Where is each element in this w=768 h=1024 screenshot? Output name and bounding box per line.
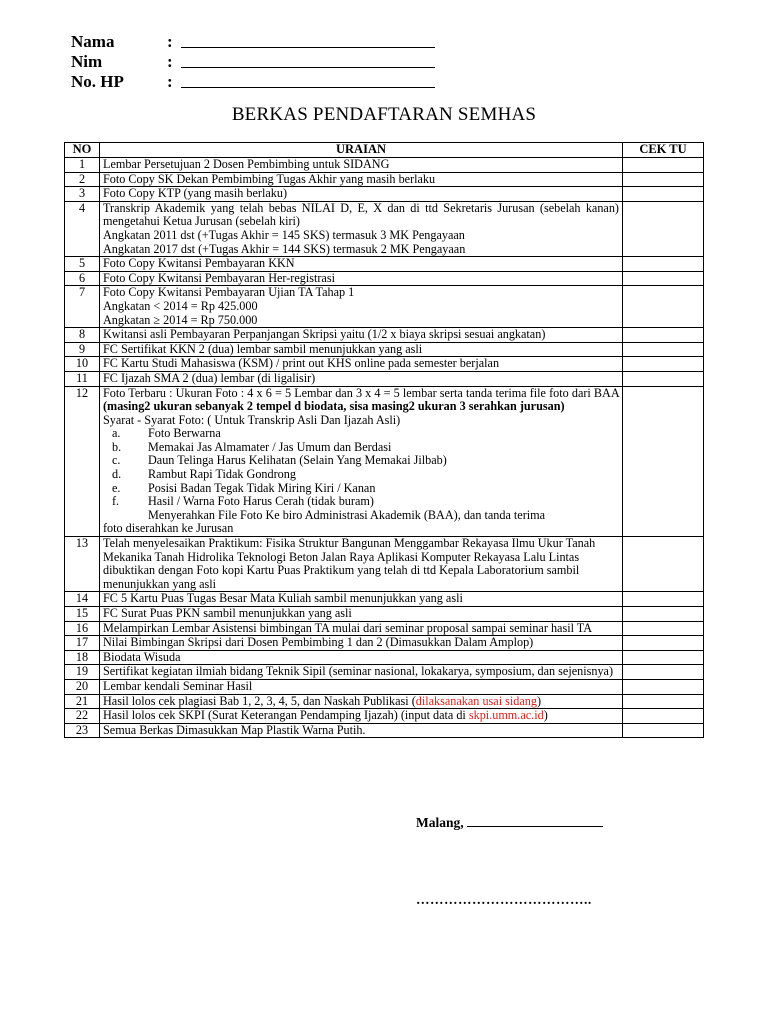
- row-description: [100, 679, 623, 694]
- item-text: Hasil / Warna Foto Harus Cerah (tidak buram): [148, 494, 374, 509]
- description-line: Angkatan ≥ 2014 = Rp 750.000: [103, 312, 258, 327]
- name-blank-line[interactable]: [181, 32, 435, 48]
- row-description: [100, 694, 623, 709]
- cek-tu-cell[interactable]: [623, 286, 704, 328]
- document-title: BERKAS PENDAFTARAN SEMHAS: [231, 104, 537, 125]
- row-number: 7: [65, 286, 100, 328]
- nim-blank-line[interactable]: [181, 52, 435, 68]
- description-line: Foto Copy Kwitansi Pembayaran KKN: [103, 256, 295, 271]
- description-line: Sertifikat kegiatan ilmiah bidang Teknik Sipil (seminar nasional, lokakarya, symposium, dan sejenisnya): [103, 664, 614, 679]
- cek-tu-cell[interactable]: [623, 158, 704, 173]
- table-row: [65, 286, 704, 328]
- table-row: [65, 187, 704, 202]
- photo-requirement-item: [103, 454, 619, 468]
- row-description: [100, 665, 623, 680]
- row-number: 4: [65, 201, 100, 256]
- table-body-final: [65, 694, 704, 738]
- row-description: [100, 386, 623, 537]
- description-line: Biodata Wisuda: [103, 649, 181, 664]
- photo-requirement-item: [103, 482, 619, 496]
- description-line: FC Sertifikat KKN 2 (dua) lembar sambil menunjukkan yang asli: [103, 341, 423, 356]
- table-row: [65, 328, 704, 343]
- row-description: [100, 158, 623, 173]
- table-row: [65, 607, 704, 622]
- row-description: [100, 371, 623, 386]
- colon: :: [167, 72, 173, 91]
- row-description: [100, 271, 623, 286]
- cek-tu-cell[interactable]: [623, 694, 704, 709]
- photo-intro-bold-text: (masing2 ukuran sebanyak 2 tempel d biodata, sisa masing2 ukuran 3 serahkan jurusan): [103, 399, 565, 414]
- row-number: 1: [65, 158, 100, 173]
- photo-requirement-item: [103, 495, 619, 509]
- cek-tu-cell[interactable]: [623, 357, 704, 372]
- description-line: FC Ijazah SMA 2 (dua) lembar (di ligalisir): [103, 370, 316, 385]
- table-row: [65, 679, 704, 694]
- date-blank-line[interactable]: [467, 814, 603, 827]
- row-number: 21: [65, 694, 100, 709]
- row-description: [100, 592, 623, 607]
- cek-tu-cell[interactable]: [623, 271, 704, 286]
- city-label: Malang,: [416, 815, 468, 830]
- cek-tu-cell[interactable]: [623, 709, 704, 724]
- row-number: 10: [65, 357, 100, 372]
- row-description: [100, 650, 623, 665]
- row-description: [100, 187, 623, 202]
- row-description: [100, 201, 623, 256]
- phone-field[interactable]: [71, 72, 435, 92]
- table-row: [65, 694, 704, 709]
- row-number: 13: [65, 537, 100, 592]
- table-row: [65, 621, 704, 636]
- row-number: 23: [65, 723, 100, 738]
- cek-tu-cell[interactable]: [623, 342, 704, 357]
- photo-requirement-item: [103, 468, 619, 482]
- description-line: FC Surat Puas PKN sambil menunjukkan yang asli: [103, 606, 352, 620]
- table-body-b: [65, 592, 704, 694]
- row-number: 8: [65, 328, 100, 343]
- item-letter: d.: [112, 467, 122, 482]
- row-number: 11: [65, 371, 100, 386]
- table-row: [65, 342, 704, 357]
- phone-label: No. HP: [71, 72, 124, 91]
- row-description: [100, 286, 623, 328]
- table-header-row: [65, 143, 704, 158]
- column-header-uraian: URAIAN: [100, 143, 623, 158]
- table-row: [65, 709, 704, 724]
- description-line: Angkatan < 2014 = Rp 425.000: [103, 298, 258, 313]
- cek-tu-cell[interactable]: [623, 257, 704, 272]
- cek-tu-cell[interactable]: [623, 371, 704, 386]
- row22-text: Hasil lolos cek SKPI (Surat Keterangan Pendamping Ijazah) (input data di: [103, 708, 469, 723]
- name-label: Nama: [71, 32, 115, 51]
- description-line: FC Kartu Studi Mahasiswa (KSM) / print out KHS online pada semester berjalan: [103, 356, 500, 371]
- table-row: [65, 371, 704, 386]
- row-number: 22: [65, 709, 100, 724]
- table-body-a: [65, 158, 704, 387]
- cek-tu-cell[interactable]: [623, 607, 704, 622]
- cek-tu-cell[interactable]: [623, 328, 704, 343]
- photo-item-list: [103, 427, 619, 509]
- row21-text: Hasil lolos cek plagiasi Bab 1, 2, 3, 4, 5, dan Naskah Publikasi (: [103, 693, 416, 708]
- table-row: [65, 257, 704, 272]
- photo-syarat: Syarat - Syarat Foto: ( Untuk Transkrip Asli Dan Ijazah Asli): [103, 412, 401, 427]
- table-row: [65, 357, 704, 372]
- cek-tu-cell[interactable]: [623, 621, 704, 636]
- column-header-no: NO: [65, 143, 100, 158]
- row-description: [100, 357, 623, 372]
- row-description: Semua Berkas Dimasukkan Map Plastik Warna Putih.: [100, 723, 623, 738]
- photo-closing-indent: Menyerahkan File Foto Ke biro Administrasi Akademik (BAA), dan tanda terima: [148, 507, 546, 522]
- item-letter: b.: [112, 439, 122, 454]
- description-line: FC 5 Kartu Puas Tugas Besar Mata Kuliah sambil menunjukkan yang asli: [103, 591, 463, 606]
- cek-tu-cell[interactable]: [623, 537, 704, 592]
- description-line: Foto Copy Kwitansi Pembayaran Her-registrasi: [103, 270, 335, 285]
- cek-tu-cell[interactable]: [623, 636, 704, 651]
- item-text: Posisi Badan Tegak Tidak Miring Kiri / Kanan: [148, 480, 376, 495]
- item-letter: f.: [112, 494, 120, 509]
- table-row: [65, 665, 704, 680]
- row-number: 6: [65, 271, 100, 286]
- item-letter: a.: [112, 426, 121, 441]
- description-line: Angkatan 2017 dst (+Tugas Akhir = 144 SKS) termasuk 2 MK Pengayaan: [103, 241, 466, 256]
- nim-label: Nim: [71, 52, 103, 71]
- table-row: [65, 537, 704, 592]
- cek-tu-cell[interactable]: [623, 187, 704, 202]
- row-description: [100, 607, 623, 622]
- description-line: Transkrip Akademik yang telah bebas NILAI D, E, X dan di ttd Sekretaris Jurusan (sebelah kanan) mengetahui Ketua Jurusan (sebelah kiri): [103, 200, 619, 229]
- cek-tu-cell[interactable]: [623, 679, 704, 694]
- phone-blank-line[interactable]: [181, 72, 435, 88]
- row21-red-note: dilaksanakan usai sidang: [415, 693, 537, 708]
- item-text: Foto Berwarna: [148, 426, 221, 441]
- row-number: 17: [65, 636, 100, 651]
- cek-tu-cell[interactable]: [623, 650, 704, 665]
- photo-requirement-item: [103, 441, 619, 455]
- row-number: 9: [65, 342, 100, 357]
- photo-requirement-intro: [103, 387, 619, 414]
- table-row: [65, 592, 704, 607]
- cek-tu-cell[interactable]: [623, 201, 704, 256]
- row-description: [100, 328, 623, 343]
- row-description: Telah menyelesaikan Praktikum: Fisika Struktur Bangunan Menggambar Rekayasa Ilmu Ukur Tanah Mekanika Tanah Hidrolika Teknologi Beton Jalan Raya Aplikasi Komputer Rekayasa Lalu Lintas dibuktikan dengan Foto kopi Kartu Puas Praktikum yang telah di ttd Kepala Laboratorium sambil menunjukkan yang asli: [100, 537, 623, 592]
- cek-tu-cell[interactable]: [623, 172, 704, 187]
- nim-field[interactable]: [71, 52, 435, 72]
- description-line: Foto Copy Kwitansi Pembayaran Ujian TA Tahap 1: [103, 285, 355, 300]
- item-letter: c.: [112, 453, 121, 468]
- row-number: 16: [65, 621, 100, 636]
- row22-close: ): [543, 708, 548, 723]
- row21-close: ): [536, 693, 542, 708]
- cek-tu-cell[interactable]: [623, 665, 704, 680]
- description-line: Nilai Bimbingan Skripsi dari Dosen Pembimbing 1 dan 2 (Dimasukkan Dalam Amplop): [103, 635, 534, 650]
- table-body-photo: [65, 386, 704, 592]
- requirements-table: [64, 142, 704, 738]
- item-letter: e.: [112, 480, 121, 495]
- table-row: [65, 158, 704, 173]
- cek-tu-cell[interactable]: [623, 386, 704, 537]
- table-row: [65, 172, 704, 187]
- signature-name-line[interactable]: ………………………………..: [416, 892, 592, 907]
- row-description: [100, 636, 623, 651]
- colon: :: [167, 52, 173, 71]
- signature-place-date: [416, 814, 603, 831]
- photo-closing: foto diserahkan ke Jurusan: [103, 521, 234, 536]
- table-row: [65, 271, 704, 286]
- description-line: Foto Copy KTP (yang masih berlaku): [103, 186, 288, 201]
- description-line: Kwitansi asli Pembayaran Perpanjangan Skripsi yaitu (1/2 x biaya skripsi sesuai angkatan): [103, 327, 546, 342]
- table-row: [65, 723, 704, 738]
- row-number: 20: [65, 679, 100, 694]
- table-row: [65, 650, 704, 665]
- row-number: 14: [65, 592, 100, 607]
- row-description: [100, 709, 623, 724]
- description-line: Melampirkan Lembar Asistensi bimbingan TA mulai dari seminar proposal sampai seminar hasil TA: [103, 620, 593, 635]
- row-number: 15: [65, 607, 100, 622]
- table-row: [65, 636, 704, 651]
- photo-requirement-item: [103, 427, 619, 441]
- row-number: 19: [65, 665, 100, 680]
- cek-tu-cell[interactable]: [623, 592, 704, 607]
- row-description: [100, 621, 623, 636]
- description-line: Lembar Persetujuan 2 Dosen Pembimbing untuk SIDANG: [103, 157, 390, 171]
- description-line: Lembar kendali Seminar Hasil: [103, 678, 253, 693]
- table-row: [65, 386, 704, 537]
- table-row: [65, 201, 704, 256]
- skpi-link[interactable]: skpi.umm.ac.id: [468, 708, 544, 723]
- item-text: Daun Telinga Harus Kelihatan (Selain Yang Memakai Jilbab): [148, 453, 447, 468]
- row-number: 3: [65, 187, 100, 202]
- column-header-cek-tu: CEK TU: [623, 143, 704, 158]
- row-number: 18: [65, 650, 100, 665]
- description-line: Foto Copy SK Dekan Pembimbing Tugas Akhir yang masih berlaku: [103, 171, 436, 186]
- row-description: [100, 257, 623, 272]
- photo-intro-text: Foto Terbaru : Ukuran Foto : 4 x 6 = 5 Lembar dan 3 x 4 = 5 lembar serta tanda terima file foto dari BAA: [103, 385, 619, 400]
- cek-tu-cell[interactable]: [623, 723, 704, 738]
- name-field[interactable]: [71, 32, 435, 52]
- item-text: Memakai Jas Almamater / Jas Umum dan Berdasi: [148, 439, 392, 454]
- row-number: 12: [65, 386, 100, 537]
- row-number: 5: [65, 257, 100, 272]
- item-text: Rambut Rapi Tidak Gondrong: [148, 467, 296, 482]
- description-line: Angkatan 2011 dst (+Tugas Akhir = 145 SKS) termasuk 3 MK Pengayaan: [103, 227, 465, 242]
- identity-header: [71, 32, 435, 92]
- row-description: [100, 342, 623, 357]
- row-number: 2: [65, 172, 100, 187]
- colon: :: [167, 32, 173, 51]
- row-description: [100, 172, 623, 187]
